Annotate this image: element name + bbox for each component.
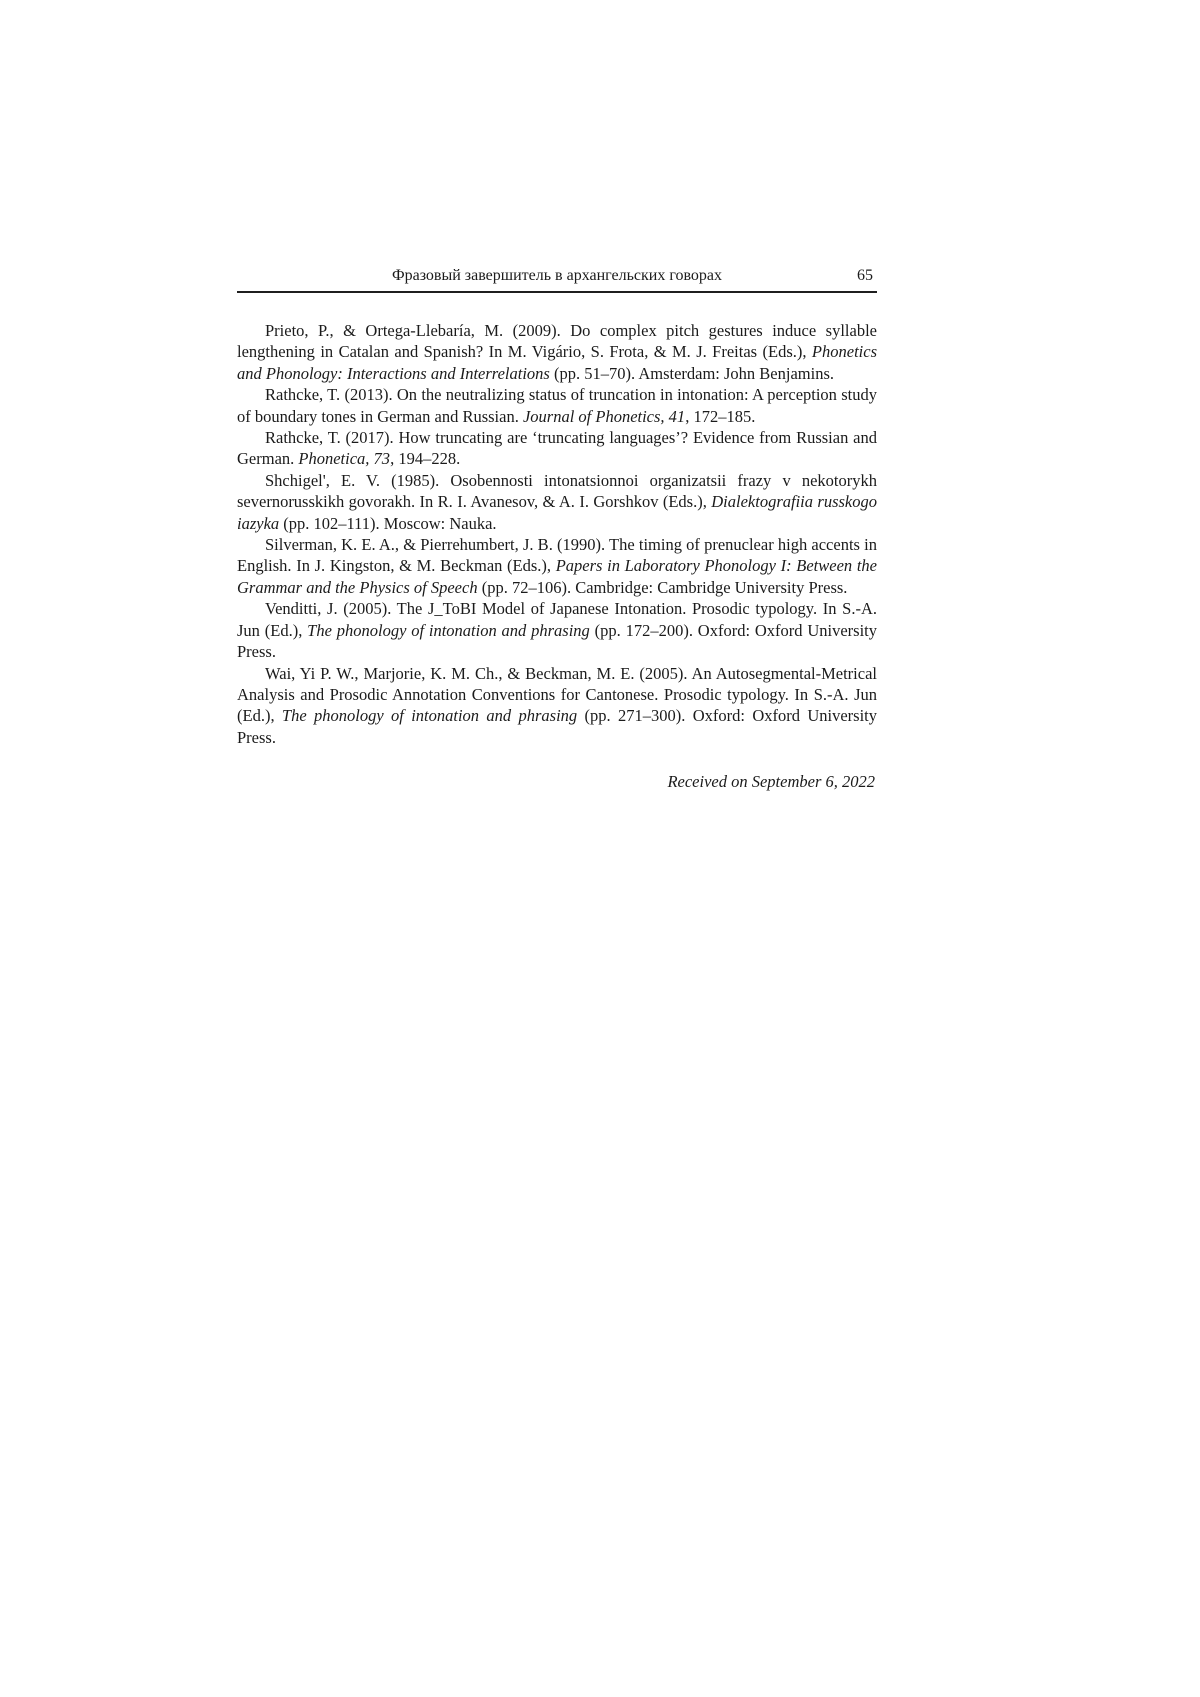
reference-italic-segment: Phonetics and Phonology: Interactions and Interrelations [237, 342, 877, 383]
reference-text-segment: (pp. 102–111). Moscow: Nauka. [279, 513, 497, 533]
reference-text-segment: (pp. 271–300). Oxford: Oxford University Press. [237, 706, 877, 747]
reference-entry [237, 470, 877, 534]
received-note: Received on September 6, 2022 [667, 772, 875, 792]
page-number: 65 [857, 267, 873, 284]
page-header [237, 266, 877, 291]
reference-text-segment: Shchigel', E. V. (1985). Osobennosti intonatsionnoi organizatsii frazy v nekotorykh severnorusskikh govorakh. In R. I. Avanesov, & A. I. Gorshkov (Eds.), [237, 470, 877, 512]
reference-text-segment: (pp. 172–200). Oxford: Oxford University Press. [237, 620, 877, 662]
reference-entry [237, 320, 877, 384]
reference-entry [237, 598, 877, 662]
reference-italic-segment: The phonology of intonation and phrasing [307, 620, 590, 640]
reference-text-segment: Prieto, P., & Ortega-Llebaría, M. (2009). Do complex pitch gestures induce syllable lengthening in Catalan and Spanish? In M. Vigário, S. Frota, & M. J. Freitas (Eds.), [237, 321, 877, 362]
reference-entry [237, 663, 877, 749]
header-rule [237, 291, 877, 293]
reference-entry [237, 427, 877, 470]
references-list [237, 320, 877, 748]
reference-text-segment: Rathcke, T. (2013). On the neutralizing status of truncation in intonation: A perception study of boundary tones in German and Russian. [237, 385, 877, 426]
reference-text-segment: Wai, Yi P. W., Marjorie, K. M. Ch., & Beckman, M. E. (2005). An Autosegmental-Metrical Analysis and Prosodic Annotation Conventions for Cantonese. Prosodic typology. In S.-A. Jun (Ed.), [237, 663, 877, 726]
reference-text-segment: Silverman, K. E. A., & Pierrehumbert, J. B. (1990). The timing of prenuclear high accents in English. In J. Kingston, & M. Beckman (Eds.), [237, 535, 877, 576]
reference-italic-segment: The phonology of intonation and phrasing [281, 706, 578, 726]
reference-text-segment: , 194–228. [390, 449, 461, 469]
reference-entry [237, 384, 877, 427]
reference-italic-segment: Dialektografiia russkogo iazyka [237, 492, 878, 533]
text-column [237, 266, 877, 793]
reference-italic-segment: Phonetica, 73 [298, 449, 391, 469]
reference-text-segment: Venditti, J. (2005). The J_ToBI Model of Japanese Intonation. Prosodic typology. In S.-A. Jun (Ed.), [237, 599, 877, 640]
reference-entry [237, 534, 877, 598]
reference-italic-segment: Journal of Phonetics, 41 [522, 406, 686, 426]
reference-text-segment: Rathcke, T. (2017). How truncating are ‘truncating languages’? Evidence from Russian and German. [237, 428, 877, 469]
reference-text-segment: , 172–185. [685, 406, 756, 426]
reference-text-segment: (pp. 72–106). Cambridge: Cambridge University Press. [477, 577, 848, 597]
reference-italic-segment: Papers in Laboratory Phonology I: Between the Grammar and the Physics of Speech [237, 556, 877, 597]
reference-text-segment: (pp. 51–70). Amsterdam: John Benjamins. [549, 363, 835, 383]
running-head-title: Фразовый завершитель в архангельских говорах [391, 267, 723, 284]
